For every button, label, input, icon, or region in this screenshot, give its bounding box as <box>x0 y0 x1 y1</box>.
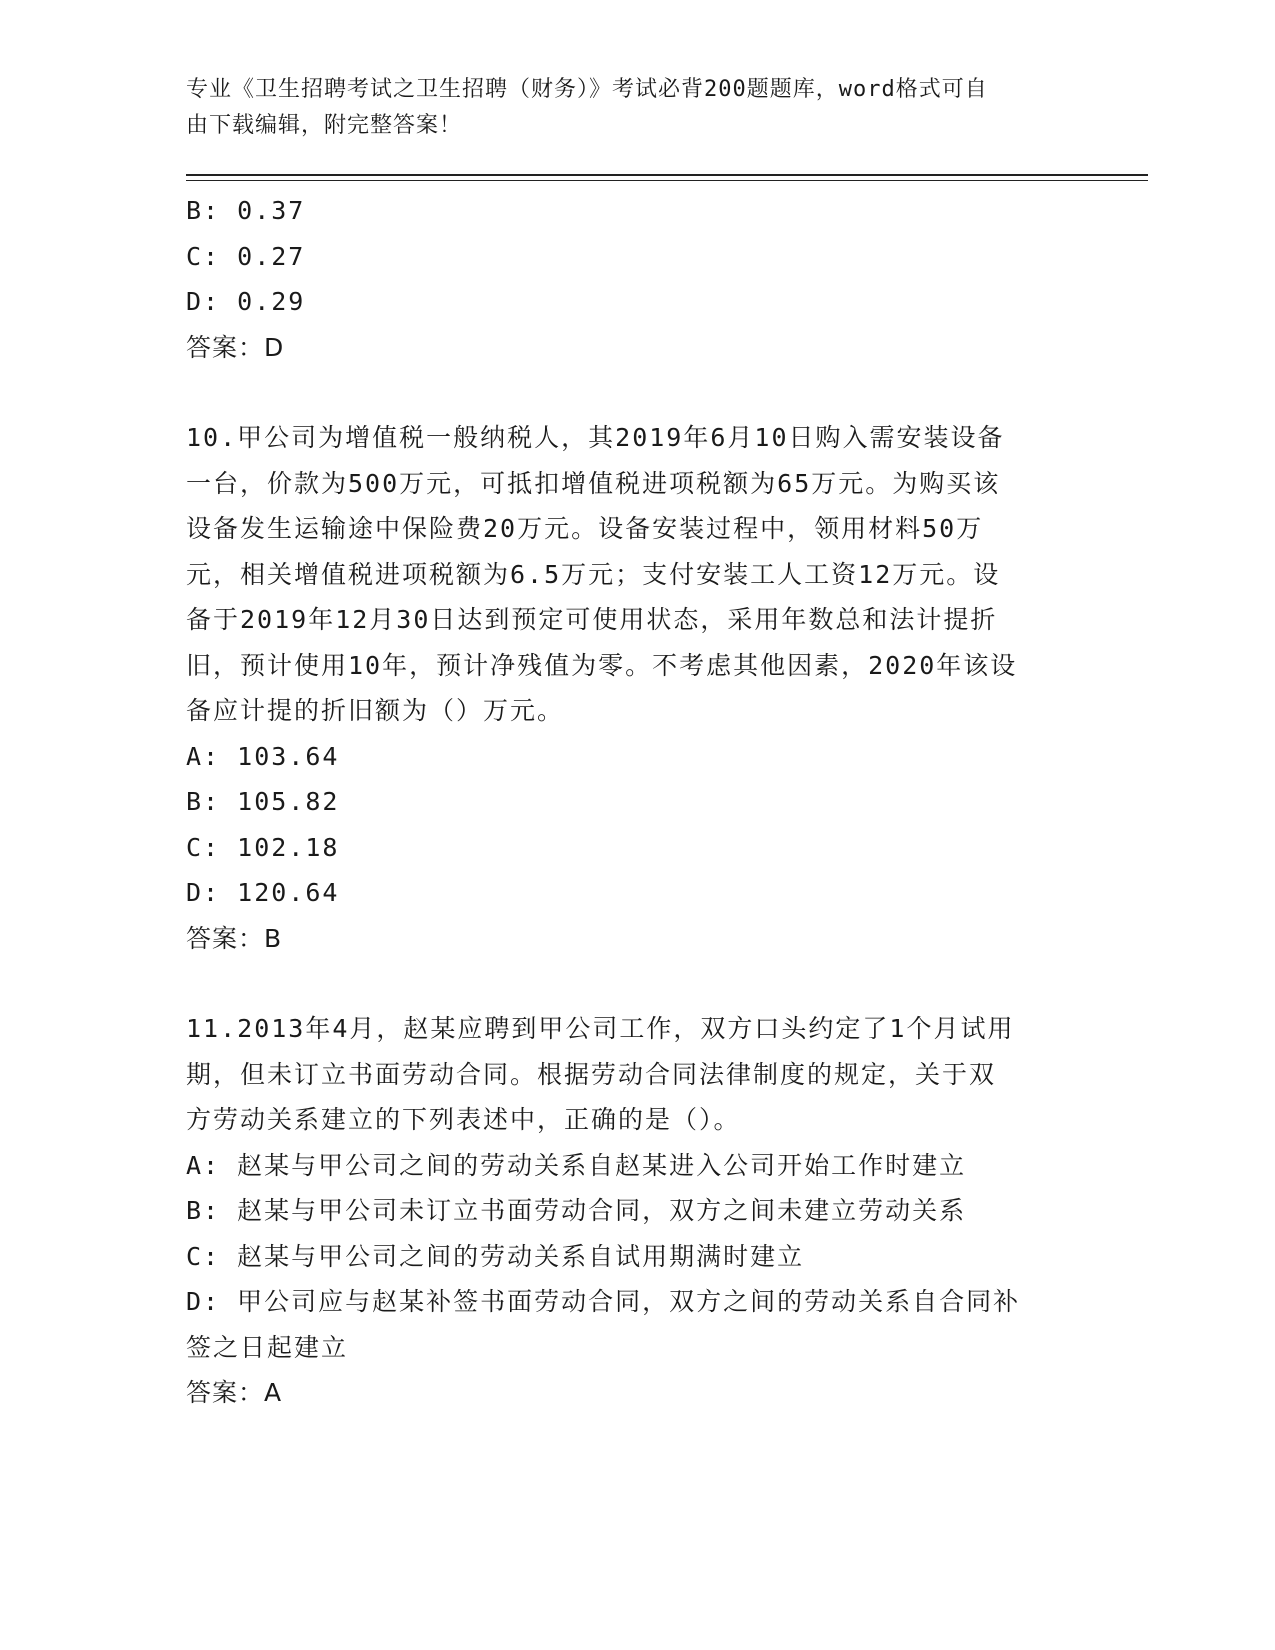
option-b: B: 0.37 <box>186 196 306 225</box>
option-c: C: 0.27 <box>186 241 306 271</box>
spacer <box>186 370 1086 415</box>
question-11 <box>186 1006 1086 1416</box>
question-10-line-3: 设备发生运输途中保险费20万元。设备安装过程中，领用材料50万 <box>186 514 984 543</box>
option-d: D: 120.64 <box>186 878 340 907</box>
question-10-line-4: 元，相关增值税进项税额为6.5万元；支付安装工人工资12万元。设 <box>186 559 1001 589</box>
option-d-continued: 签之日起建立 <box>186 1332 349 1362</box>
question-10-line-2: 一台，价款为500万元，可抵扣增值税进项税额为65万元。为购买该 <box>186 468 1001 498</box>
header-line-1: 专业《卫生招聘考试之卫生招聘（财务）》考试必背200题题库，word格式可自 <box>186 77 988 102</box>
header-divider-thick <box>186 174 1148 176</box>
question-10-line-5: 备于2019年12月30日达到预定可使用状态，采用年数总和法计提折 <box>186 605 998 634</box>
header-line-2: 由下载编辑，附完整答案！ <box>186 113 463 138</box>
question-10-line-1: 10.甲公司为增值税一般纳税人，其2019年6月10日购入需安装设备 <box>186 423 1005 452</box>
answer: 答案：B <box>186 923 283 953</box>
option-d: D: 甲公司应与赵某补签书面劳动合同，双方之间的劳动关系自合同补 <box>186 1287 1021 1316</box>
option-b: B: 赵某与甲公司未订立书面劳动合同，双方之间未建立劳动关系 <box>186 1196 967 1225</box>
option-c: C: 赵某与甲公司之间的劳动关系自试用期满时建立 <box>186 1241 805 1271</box>
question-10 <box>186 415 1086 961</box>
spacer <box>186 961 1086 1006</box>
document-body <box>186 188 1086 1416</box>
question-10-line-6: 旧，预计使用10年，预计净残值为零。不考虑其他因素，2020年该设 <box>186 650 1018 680</box>
question-10-line-7: 备应计提的折旧额为（）万元。 <box>186 696 565 725</box>
option-c: C: 102.18 <box>186 832 340 862</box>
option-d: D: 0.29 <box>186 287 306 316</box>
option-a: A: 赵某与甲公司之间的劳动关系自赵某进入公司开始工作时建立 <box>186 1150 967 1180</box>
option-a: A: 103.64 <box>186 741 340 771</box>
answer: 答案：A <box>186 1378 283 1407</box>
header-divider-thin <box>186 180 1148 181</box>
prev-question-block <box>186 188 1086 370</box>
document-header <box>186 72 1066 144</box>
question-11-line-3: 方劳动关系建立的下列表述中，正确的是（）。 <box>186 1105 741 1134</box>
answer: 答案：D <box>186 332 285 362</box>
option-b: B: 105.82 <box>186 787 340 816</box>
question-11-line-2: 期，但未订立书面劳动合同。根据劳动合同法律制度的规定，关于双 <box>186 1059 997 1089</box>
question-11-line-1: 11.2013年4月，赵某应聘到甲公司工作，双方口头约定了1个月试用 <box>186 1014 1015 1043</box>
